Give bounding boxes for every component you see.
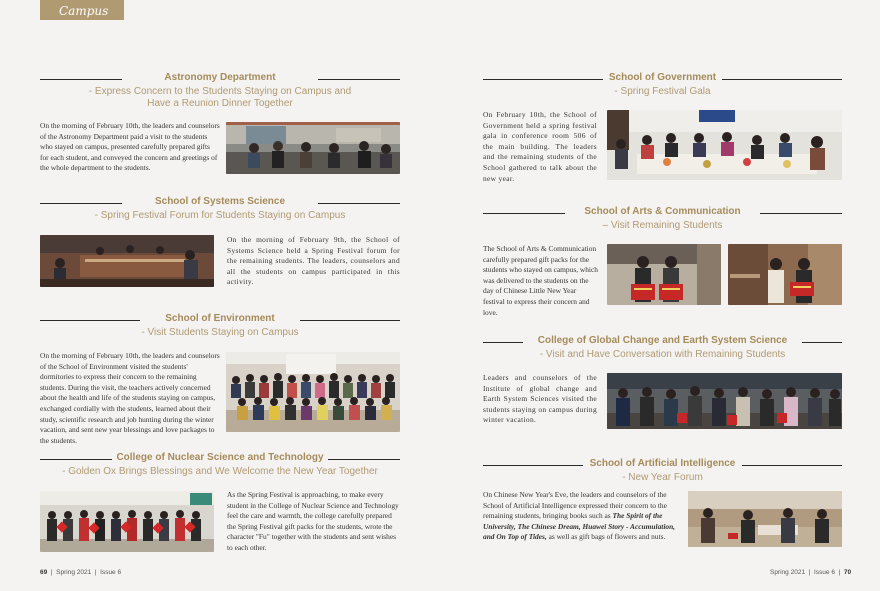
government-body: On February 10th, the School of Government held a spring festival gala in conference room 506 of the main building. The leaders and the remaining students of the School gathered to talk about the new year. xyxy=(483,110,597,183)
government-section xyxy=(483,72,842,183)
ai-subtitle: - New Year Forum xyxy=(622,472,703,483)
government-heading xyxy=(483,72,842,86)
ai-section xyxy=(483,458,842,542)
left-footer: 69 | Spring 2021 | Issue 6 xyxy=(40,569,122,576)
right-footer: Spring 2021 | Issue 6 | 70 xyxy=(770,569,852,576)
nuclear-title: College of Nuclear Science and Technology xyxy=(116,452,324,463)
astronomy-title: Astronomy Department xyxy=(164,72,276,83)
environment-section xyxy=(40,313,400,445)
right-page-number: 70 xyxy=(843,569,852,576)
arts-section xyxy=(483,206,842,317)
global-heading xyxy=(483,335,842,349)
ai-body-part-a: On Chinese New Year's Eve, the leaders and counselors of the School of Artificial Intelligence expressed their concern to the remaining students, bringing books such as xyxy=(483,490,667,521)
astronomy-section xyxy=(40,72,400,173)
astronomy-heading xyxy=(40,72,400,86)
ai-heading xyxy=(483,458,842,472)
ai-title: School of Artificial Intelligence xyxy=(589,458,736,469)
section-tab-label: Campus xyxy=(59,4,109,18)
arts-title: School of Arts & Communication xyxy=(584,206,741,217)
right-footer-issue: Spring 2021 xyxy=(770,569,806,576)
systems-title: School of Systems Science xyxy=(154,196,286,207)
global-section xyxy=(483,335,842,425)
global-subtitle: - Visit and Have Conversation with Remaining Students xyxy=(539,349,786,360)
global-title: College of Global Change and Earth System Science xyxy=(537,335,788,346)
environment-photo xyxy=(226,352,400,432)
environment-body: On the morning of February 10th, the leaders and counselors of the School of Environment visited the students' dormitories to express their concern to the remaining students. During the visit, the teachers actively concerned about the health and life of the students staying on campus, exchanged cordially with the students, learned about their study, scientific research and job hunting during the winter vacation, and sent new year blessings and love packages to the students. xyxy=(40,351,220,445)
arts-photo-2 xyxy=(728,244,842,305)
nuclear-subtitle: - Golden Ox Brings Blessings and We Welcome the New Year Together xyxy=(62,466,378,477)
government-photo xyxy=(607,110,842,180)
astronomy-subtitle-2: Have a Reunion Dinner Together xyxy=(147,98,293,109)
nuclear-section xyxy=(40,452,400,552)
environment-heading xyxy=(40,313,400,327)
nuclear-body: As the Spring Festival is approaching, to make every student in the College of Nuclear Science and Technology feel the care and warmth, the college carefully prepared the Spring Festival gift packs for the students, wrote the character "Fu" together with the students and sent wishes to each other. xyxy=(227,490,399,552)
systems-body: On the morning of February 9th, the School of Systems Science held a Spring Festival forum for the remaining students. The leaders, counselors and all the students on campus participated in this activity. xyxy=(227,235,400,287)
systems-section xyxy=(40,196,400,287)
environment-title: School of Environment xyxy=(165,313,275,324)
global-body: Leaders and counselors of the Institute of global change and Earth System Sciences visited the students staying on campus during winter vacation. xyxy=(483,373,597,425)
ai-body-books: The Spirit of the University, The Chinese Dream, Huawei Story - Accumulation, and On Top of Tides, xyxy=(483,511,676,542)
left-page-number: 69 xyxy=(40,569,48,576)
arts-subtitle: – Visit Remaining Students xyxy=(602,220,723,231)
ai-body-part-c: as well as gift bags of flowers and nuts. xyxy=(546,532,666,542)
arts-heading xyxy=(483,206,842,220)
systems-photo xyxy=(40,235,214,287)
ai-photo xyxy=(688,491,842,547)
astronomy-body: On the morning of February 10th, the leaders and counselors of the Astronomy Department paid a visit to the students who stayed on campus, presented carefully prepared gifts for each student, and conveyed the concern and greetings of the whole department to the students. xyxy=(40,121,220,173)
environment-subtitle: - Visit Students Staying on Campus xyxy=(141,327,299,338)
global-photo xyxy=(607,373,842,429)
nuclear-heading xyxy=(40,452,400,466)
government-title: School of Government xyxy=(608,72,717,83)
nuclear-photo xyxy=(40,491,214,552)
ai-body xyxy=(483,490,679,543)
systems-subtitle: - Spring Festival Forum for Students Staying on Campus xyxy=(94,210,346,221)
left-footer-number: Issue 6 xyxy=(100,569,122,576)
right-footer-number: Issue 6 xyxy=(813,569,835,576)
left-footer-issue: Spring 2021 xyxy=(56,569,92,576)
astronomy-photo xyxy=(226,122,400,174)
government-subtitle: - Spring Festival Gala xyxy=(614,86,711,97)
astronomy-subtitle-1: - Express Concern to the Students Staying on Campus and xyxy=(88,86,352,97)
arts-body: The School of Arts & Communication carefully prepared gift packs for the students who stayed on campus, which was delivered to the students on the day of Chinese Little New Year festival to express their concern and love. xyxy=(483,244,598,317)
section-tab xyxy=(40,0,124,20)
systems-heading xyxy=(40,196,400,210)
arts-photo-1 xyxy=(607,244,721,305)
